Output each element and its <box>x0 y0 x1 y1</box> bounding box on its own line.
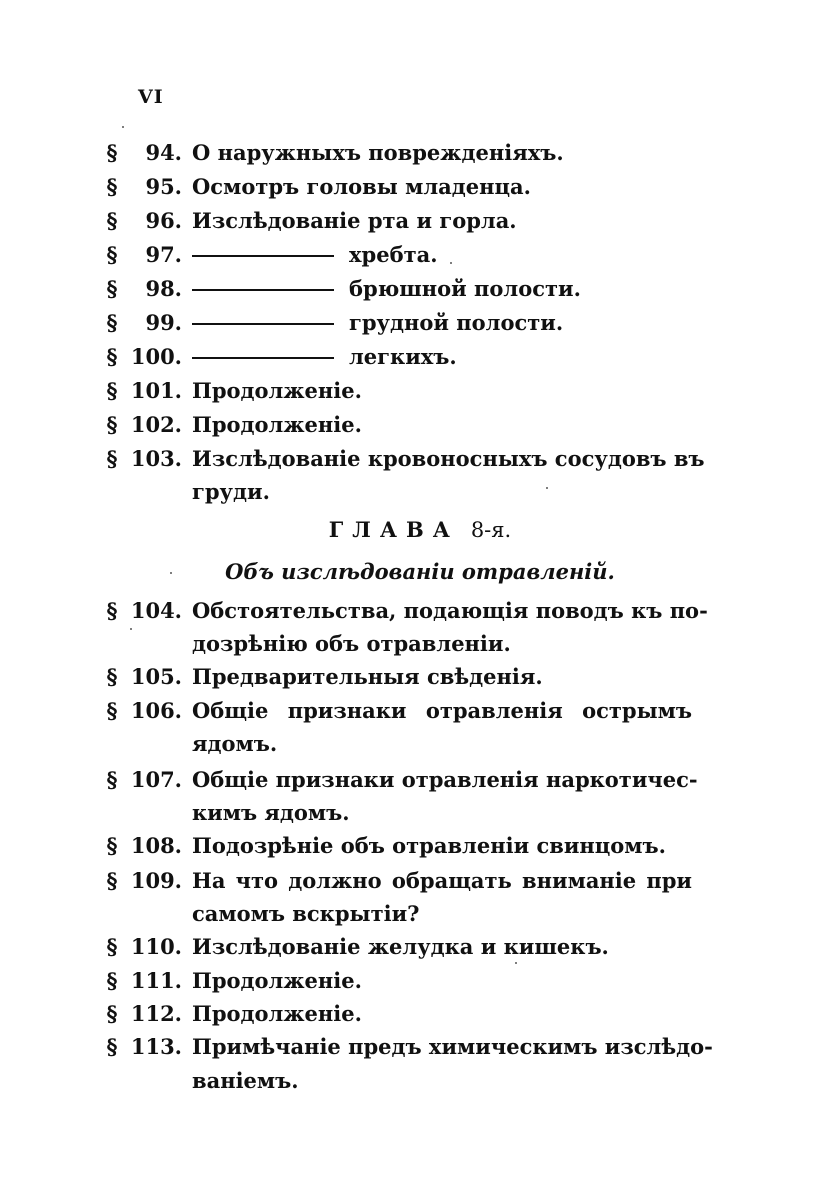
entry-number: 100. <box>130 344 182 369</box>
entry-number: 109. <box>130 868 182 893</box>
entry-title: Продолженіе. <box>192 1001 362 1026</box>
entry-number: 106. <box>130 698 182 723</box>
toc-entry-95 <box>0 170 840 204</box>
entry-number: 102. <box>130 412 182 437</box>
scan-speck <box>450 262 452 264</box>
ditto-dash <box>192 357 334 359</box>
entry-title: Подозрѣніе объ отравленіи свинцомъ. <box>192 833 666 858</box>
entry-title: Примѣчаніе предъ химическимъ изслѣдо- <box>192 1034 713 1059</box>
toc-entry-109-continuation <box>0 897 840 931</box>
entry-title-continuation: самомъ вскрытіи? <box>192 901 420 926</box>
toc-entry-110 <box>0 930 840 964</box>
scan-speck <box>546 487 548 489</box>
toc-entry-109 <box>0 864 840 898</box>
entry-number: 94. <box>145 140 182 165</box>
section-mark: § <box>106 598 118 623</box>
toc-entry-113 <box>0 1030 840 1064</box>
entry-number: 108. <box>130 833 182 858</box>
entry-number: 104. <box>130 598 182 623</box>
page-number: VI <box>138 86 164 108</box>
entry-title: грудной полости. <box>349 310 564 335</box>
entry-number: 98. <box>145 276 182 301</box>
section-mark: § <box>106 767 118 792</box>
scan-speck <box>515 962 517 964</box>
toc-entry-111 <box>0 964 840 998</box>
section-mark: § <box>106 446 118 471</box>
entry-number: 101. <box>130 378 182 403</box>
toc-entry-102 <box>0 408 840 442</box>
section-mark: § <box>106 968 118 993</box>
entry-title: Продолженіе. <box>192 378 362 403</box>
toc-entry-103 <box>0 442 840 476</box>
toc-entry-101 <box>0 374 840 408</box>
toc-entry-106-continuation <box>0 727 840 761</box>
entry-title: Предварительныя свѣденія. <box>192 664 543 689</box>
toc-entry-108 <box>0 829 840 863</box>
toc-entry-100 <box>0 340 840 374</box>
entry-number: 112. <box>130 1001 182 1026</box>
entry-number: 107. <box>130 767 182 792</box>
entry-title-continuation: груди. <box>192 479 270 504</box>
entry-title: Изслѣдованіе рта и горла. <box>192 208 517 233</box>
entry-title: Общіе признаки отравленія наркотичес- <box>192 767 698 792</box>
section-mark: § <box>106 276 118 301</box>
entry-title: Изслѣдованіе кровоносныхъ сосудовъ въ <box>192 446 705 471</box>
toc-entry-98 <box>0 272 840 306</box>
entry-title: Общіе признаки отравленія острымъ <box>192 698 692 723</box>
section-mark: § <box>106 664 118 689</box>
entry-title: Осмотръ головы младенца. <box>192 174 531 199</box>
toc-entry-97 <box>0 238 840 272</box>
toc-entry-96 <box>0 204 840 238</box>
chapter-heading <box>0 512 840 548</box>
section-mark: § <box>106 1001 118 1026</box>
entry-number: 105. <box>130 664 182 689</box>
entry-title: Продолженіе. <box>192 412 362 437</box>
section-mark: § <box>106 698 118 723</box>
entry-title-continuation: дозрѣнію объ отравленіи. <box>192 631 511 656</box>
entry-number: 103. <box>130 446 182 471</box>
chapter-label: ГЛАВА <box>328 517 459 542</box>
entry-number: 96. <box>145 208 182 233</box>
entry-number: 95. <box>145 174 182 199</box>
chapter-title: Объ изслѣдованіи отравленій. <box>225 559 615 584</box>
entry-number: 99. <box>145 310 182 335</box>
entry-title-continuation: ядомъ. <box>192 731 278 756</box>
section-mark: § <box>106 174 118 199</box>
entry-number: 97. <box>145 242 182 267</box>
entry-title: На что должно обращать вниманіе при <box>192 868 692 893</box>
section-mark: § <box>106 868 118 893</box>
toc-entry-107-continuation <box>0 796 840 830</box>
entry-title: О наружныхъ поврежденіяхъ. <box>192 140 564 165</box>
ditto-dash <box>192 255 334 257</box>
scan-speck <box>122 126 124 128</box>
section-mark: § <box>106 378 118 403</box>
entry-number: 113. <box>130 1034 182 1059</box>
toc-entry-107 <box>0 763 840 797</box>
toc-entry-112 <box>0 997 840 1031</box>
ditto-dash <box>192 289 334 291</box>
entry-title: брюшной полости. <box>349 276 581 301</box>
toc-entry-104-continuation <box>0 627 840 661</box>
section-mark: § <box>106 140 118 165</box>
entry-title: Обстоятельства, подающія поводъ къ по- <box>192 598 708 623</box>
toc-entry-105 <box>0 660 840 694</box>
ditto-dash <box>192 323 334 325</box>
section-mark: § <box>106 1034 118 1059</box>
entry-number: 111. <box>130 968 182 993</box>
section-mark: § <box>106 344 118 369</box>
entry-title: Изслѣдованіе желудка и кишекъ. <box>192 934 609 959</box>
section-mark: § <box>106 208 118 233</box>
section-mark: § <box>106 833 118 858</box>
entry-title-continuation: ваніемъ. <box>192 1068 299 1093</box>
entry-title: Продолженіе. <box>192 968 362 993</box>
toc-entry-94 <box>0 136 840 170</box>
toc-entry-106 <box>0 694 840 728</box>
section-mark: § <box>106 310 118 335</box>
entry-title: легкихъ. <box>349 344 457 369</box>
toc-entry-104 <box>0 594 840 628</box>
scan-speck <box>130 628 132 630</box>
toc-entry-103-continuation <box>0 475 840 509</box>
entry-title-continuation: кимъ ядомъ. <box>192 800 350 825</box>
entry-title: хребта. <box>349 242 438 267</box>
toc-entry-99 <box>0 306 840 340</box>
scan-speck <box>170 572 172 574</box>
entry-number: 110. <box>130 934 182 959</box>
section-mark: § <box>106 412 118 437</box>
toc-entry-113-continuation <box>0 1064 840 1098</box>
chapter-number: 8-я. <box>470 518 512 542</box>
section-mark: § <box>106 934 118 959</box>
section-mark: § <box>106 242 118 267</box>
